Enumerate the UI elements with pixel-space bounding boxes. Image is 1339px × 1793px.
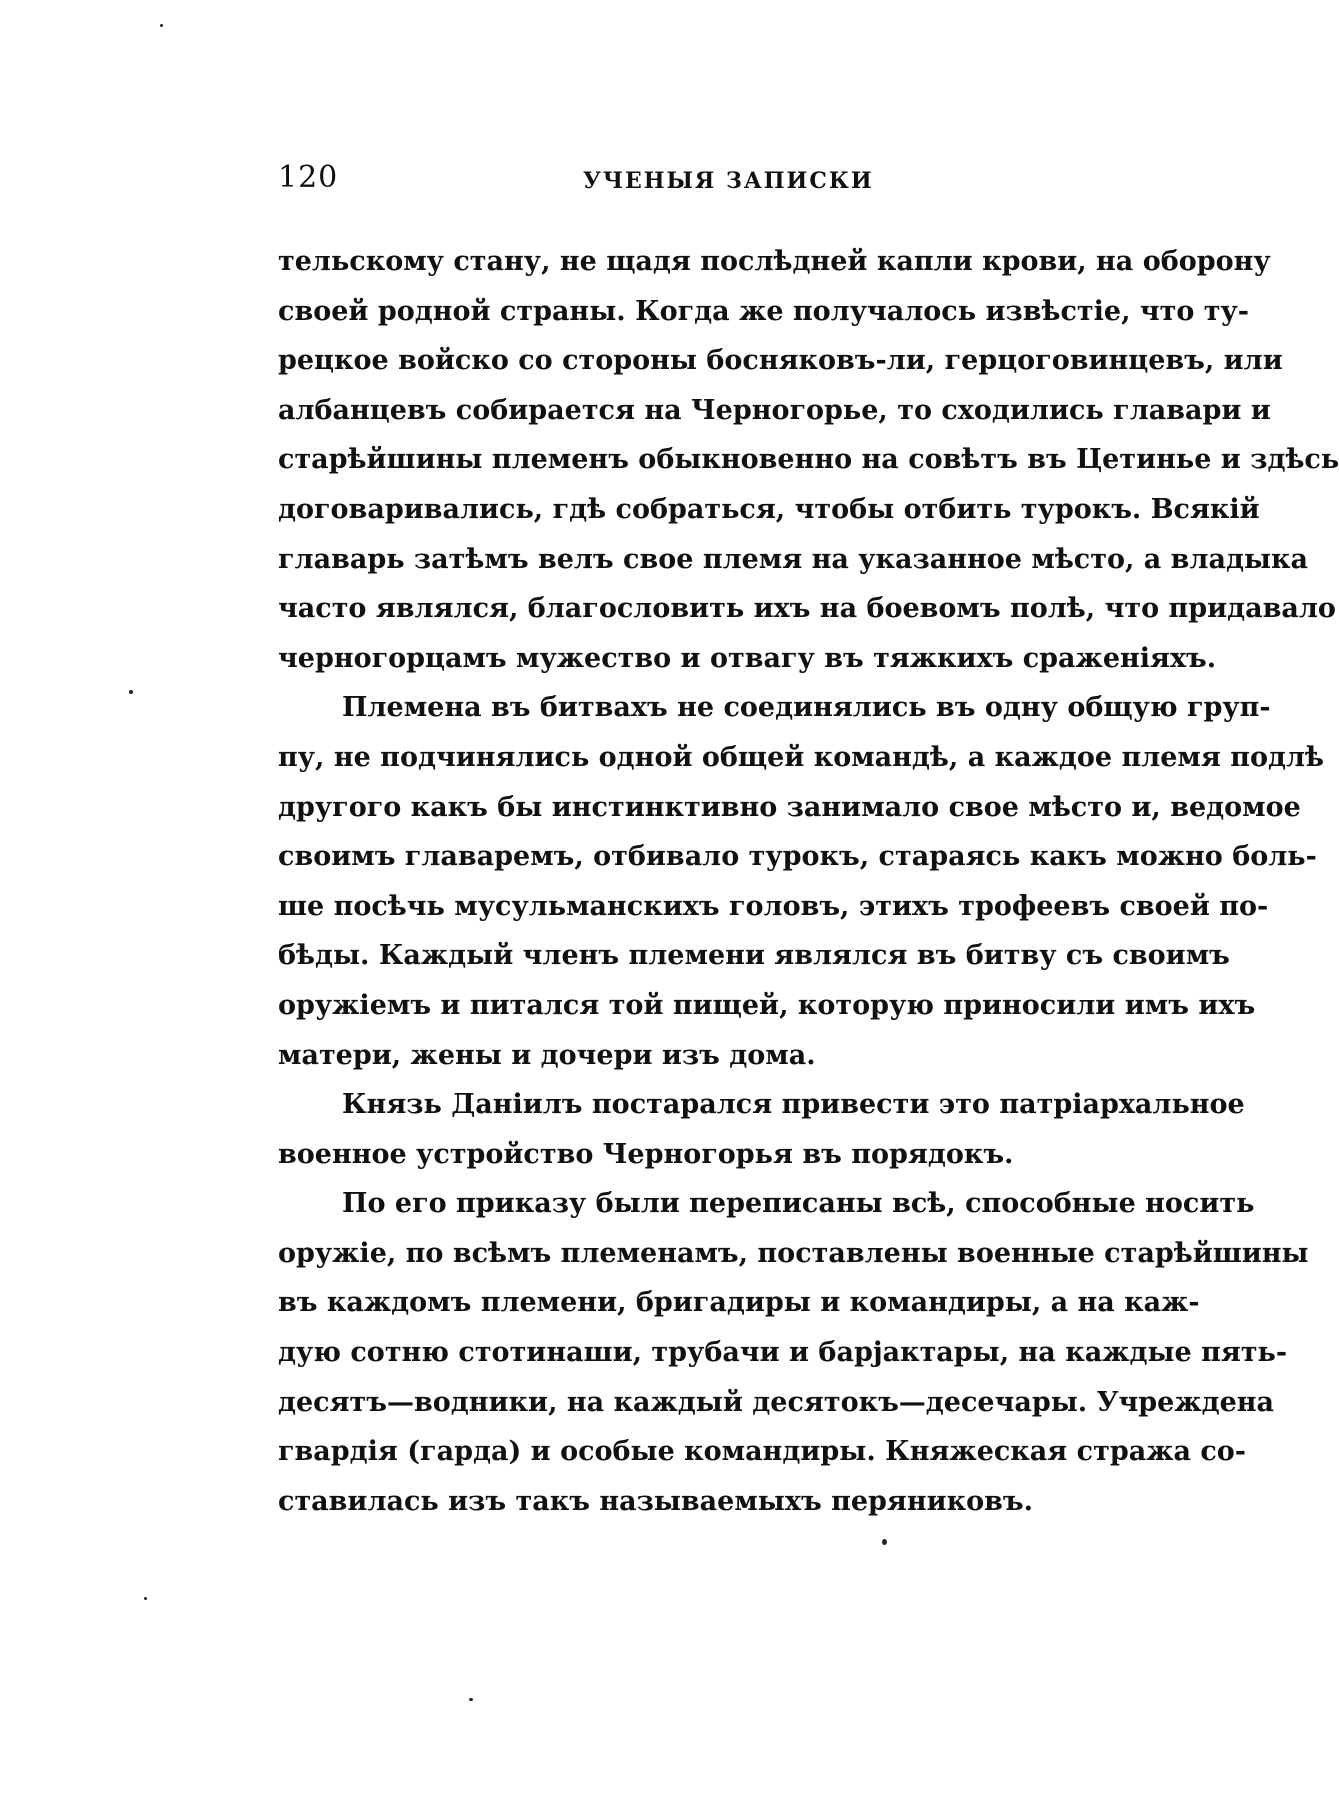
text-line: пу, не подчинялись одной общей командѣ, а каждое племя подлѣ <box>278 741 1325 773</box>
paragraph-4 <box>278 1179 1309 1526</box>
text-line: Племена въ битвахъ не соединялись въ одну общую груп- <box>342 692 1271 724</box>
text-line: въ каждомъ племени, бригадиры и командиры, а на каж- <box>278 1287 1200 1319</box>
text-line: другого какъ бы инстинктивно занимало свое мѣсто и, ведомое <box>278 791 1301 823</box>
text-line: оружіе, по всѣмъ племенамъ, поставлены военные старѣйшины <box>278 1237 1309 1269</box>
text-line: матери, жены и дочери изъ дома. <box>278 1039 816 1071</box>
page-header <box>278 160 1083 200</box>
paragraph-3 <box>278 1080 1245 1179</box>
text-line: договаривались, гдѣ собраться, чтобы отбить турокъ. Всякій <box>278 493 1260 525</box>
paragraph-2 <box>278 683 1325 1080</box>
page-number: 120 <box>278 160 339 195</box>
text-line: бѣды. Каждый членъ племени являлся въ битву съ своимъ <box>278 940 1230 972</box>
text-line: ше посѣчь мусульманскихъ головъ, этихъ трофеевъ своей по- <box>278 890 1269 922</box>
body-text <box>278 237 1339 1526</box>
running-head: УЧЕНЫЯ ЗАПИСКИ <box>583 168 874 194</box>
text-line: старѣйшины племенъ обыкновенно на совѣтъ въ Цетинье и здѣсь <box>278 444 1339 476</box>
text-line: дую сотню стотинаши, трубачи и барјактары, на каждые пять- <box>278 1337 1288 1369</box>
text-line: По его приказу были переписаны всѣ, способные носить <box>342 1188 1255 1220</box>
text-line: рецкое войско со стороны босняковъ-ли, герцоговинцевъ, или <box>278 345 1283 377</box>
text-line: оружіемъ и питался той пищей, которую приносили имъ ихъ <box>278 989 1256 1021</box>
text-line: своей родной страны. Когда же получалось извѣстіе, что ту- <box>278 295 1249 327</box>
text-line: часто являлся, благословить ихъ на боевомъ полѣ, что придавало <box>278 593 1336 625</box>
scan-speck <box>469 1698 473 1701</box>
scan-speck <box>882 1539 887 1545</box>
scan-speck <box>160 24 163 27</box>
text-line: десятъ—водники, на каждый десятокъ—десечары. Учреждена <box>278 1386 1275 1418</box>
text-line: тельскому стану, не щадя послѣдней капли крови, на оборону <box>278 246 1271 277</box>
text-line: албанцевъ собирается на Черногорье, то сходились главари и <box>278 394 1271 426</box>
text-line: главарь затѣмъ велъ свое племя на указанное мѣсто, а владыка <box>278 543 1309 575</box>
text-line: своимъ главаремъ, отбивало турокъ, стараясь какъ можно боль- <box>278 841 1317 873</box>
text-line: военное устройство Черногорья въ порядокъ. <box>278 1138 1014 1170</box>
scan-speck <box>144 1597 147 1600</box>
text-line: Князь Даніилъ постарался привести это патріархальное <box>342 1089 1245 1121</box>
text-line: черногорцамъ мужество и отвагу въ тяжкихъ сраженіяхъ. <box>278 642 1217 674</box>
paragraph-1 <box>278 237 1339 683</box>
scan-speck <box>129 690 133 694</box>
text-line: гвардія (гарда) и особые командиры. Княжеская стража со- <box>278 1436 1247 1468</box>
text-line: ставилась изъ такъ называемыхъ перяниковъ. <box>278 1485 1033 1517</box>
